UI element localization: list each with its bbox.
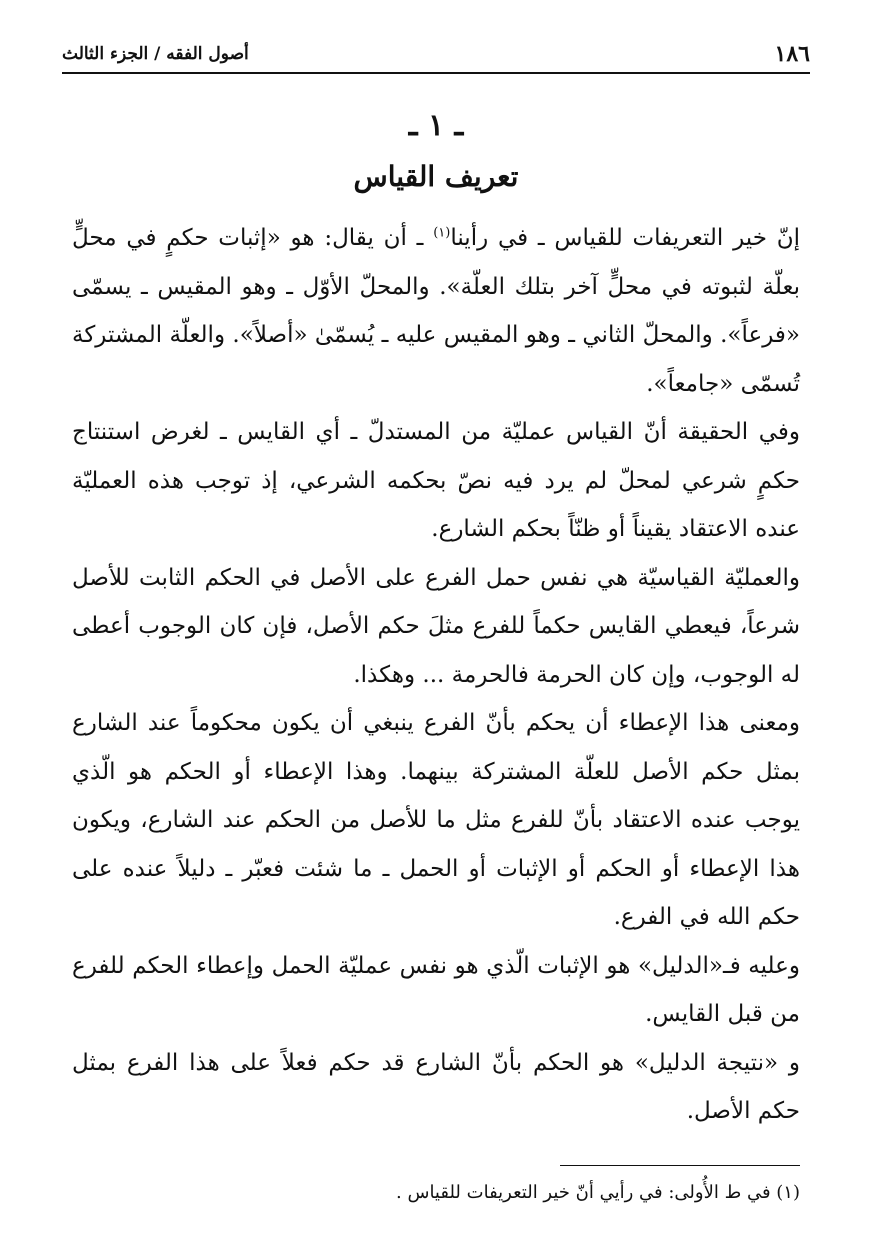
paragraph-1 [72, 214, 800, 408]
page-number: ١٨٦ [774, 41, 810, 67]
paragraph-1-rest: ـ أن يقال: هو «إثبات حكمٍ في محلٍّ بعلّة لثبوته في محلٍّ آخر بتلك العلّة». والمحلّ الأوّل ـ وهو المقيس ـ يسمّى «فرعاً». والمحلّ الثاني ـ وهو المقيس عليه ـ يُسمّىٰ «أصلاً». والعلّة المشتركة تُسمّى «جامعاً». [72, 225, 800, 397]
paragraph-5: وعليه فـ«الدليل» هو الإثبات الّذي هو نفس عمليّة الحمل وإعطاء الحكم للفرع من قبل القايس. [72, 952, 800, 1027]
footnote-separator [560, 1165, 800, 1166]
paragraph-3: والعمليّة القياسيّة هي نفس حمل الفرع على الأصل في الحكم الثابت للأصل شرعاً، فيعطي القايس حكماً للفرع مثلَ حكم الأصل، فإن كان الوجوب أعطى له الوجوب، وإن كان الحرمة فالحرمة ... وهكذا. [72, 564, 800, 688]
paragraph-2: وفي الحقيقة أنّ القياس عمليّة من المستدلّ ـ أي القايس ـ لغرض استنتاج حكمٍ شرعي لمحلّ لم يرد فيه نصّ بحكمه الشرعي، إذ توجب هذه العمليّة عنده الاعتقاد يقيناً أو ظنّاً بحكم الشارع. [72, 419, 800, 542]
paragraph-1-start: إنّ خير التعريفات للقياس ـ في رأينا [450, 225, 800, 251]
section-title: تعريف القياس [353, 160, 519, 193]
footnote-reference: (١) [433, 225, 451, 241]
page-header [62, 36, 810, 74]
footnote: (١) في ط الأُولى: في رأيي أنّ خير التعريفات للقياس . [396, 1182, 800, 1203]
paragraph-4: ومعنى هذا الإعطاء أن يحكم بأنّ الفرع ينبغي أن يكون محكوماً عند الشارع بمثل حكم الأصل للعلّة المشتركة بينهما. وهذا الإعطاء أو الحكم هو الّذي يوجب عنده الاعتقاد بأنّ للفرع مثل ما للأصل من الحكم عند الشارع، ويكون هذا الإعطاء أو الحكم أو الإثبات أو الحمل ـ ما شئت فعبّر ـ دليلاً عنده على حكم الله في الفرع. [72, 710, 800, 930]
section-number: ـ ١ ـ [408, 108, 464, 143]
running-title: أصول الفقه / الجزء الثالث [62, 44, 249, 64]
paragraph-6: و «نتيجة الدليل» هو الحكم بأنّ الشارع قد حكم فعلاً على هذا الفرع بمثل حكم الأصل. [72, 1049, 800, 1124]
body-text [72, 214, 800, 1136]
